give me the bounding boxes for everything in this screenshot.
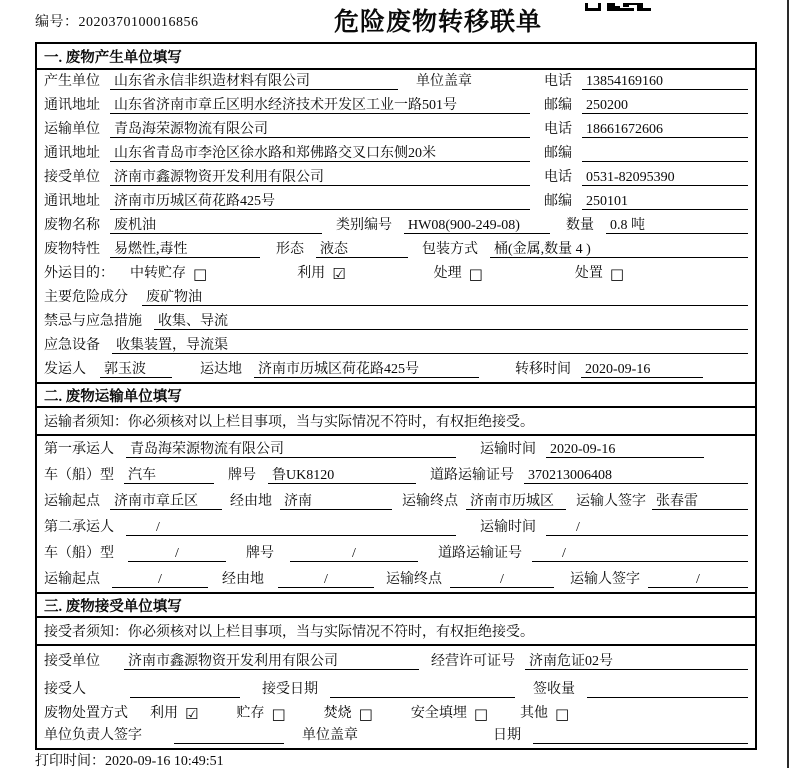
disposal-method-label: 废物处置方式 [44, 706, 128, 721]
producer-label: 产生单位 [44, 74, 100, 89]
transporter-address-row [37, 142, 755, 166]
producer-address-row [37, 94, 755, 118]
emergency-equipment-value: 收集装置，导流渠 [112, 337, 748, 354]
receiver-row [37, 166, 755, 190]
license-value: 济南危证02号 [525, 653, 748, 670]
receiver-phone-value: 0531-82095390 [582, 169, 748, 186]
waste-code-value: HW08(900-249-08) [404, 217, 550, 234]
vehicle2-type-value: / [128, 545, 226, 562]
checkbox-dispose-icon: □ [609, 265, 625, 283]
route1-start-label: 运输起点 [44, 494, 100, 509]
receiver-zip-value: 250101 [582, 193, 748, 210]
manifest-form [35, 42, 757, 750]
option-utilize: 利用 ☑ [297, 265, 346, 283]
seal-date-value [533, 727, 748, 744]
first-carrier-value: 青岛海荣源物流有限公司 [126, 441, 456, 458]
packaging-value: 桶(金属,数量 4 ) [490, 241, 748, 258]
route2-via-value: / [278, 571, 374, 588]
option-storage: 贮存 □ [236, 705, 286, 723]
first-carrier-row [37, 436, 755, 462]
responsible-signature-label: 单位负责人签字 [44, 728, 142, 743]
waste-name-label: 废物名称 [44, 218, 100, 233]
section1-heading: 一. 废物产生单位填写 [37, 44, 755, 70]
transporter-notice: 运输者须知：你必须核对以上栏目事项，当与实际情况不符时，有权拒绝接受。 [37, 408, 755, 436]
transfer-time-value: 2020-09-16 [581, 361, 703, 378]
qr-code-fragment [585, 0, 651, 16]
road-permit2-label: 道路运输证号 [438, 546, 522, 561]
responsible-signature-value [174, 727, 284, 744]
receiver-address-label: 通讯地址 [44, 194, 100, 209]
checkbox-incineration-icon: □ [358, 705, 373, 723]
vehicle2-row [37, 540, 755, 566]
acceptor-row [37, 674, 755, 702]
unit-seal-label: 单位盖章 [416, 74, 472, 89]
destination-label: 运达地 [200, 362, 242, 377]
waste-name-row [37, 214, 755, 238]
checkbox-storage-icon: □ [271, 705, 286, 723]
second-carrier-value: / [126, 519, 456, 536]
hazard-components-row [37, 286, 755, 310]
transport-time2-value: / [546, 519, 748, 536]
receiver-notice: 接受者须知：你必须核对以上栏目事项，当与实际情况不符时，有权拒绝接受。 [37, 618, 755, 646]
plate1-value: 鲁UK8120 [268, 467, 416, 484]
vehicle1-type-label: 车（船）型 [44, 468, 114, 483]
accepting-unit-row [37, 646, 755, 674]
option-incineration: 焚烧 □ [323, 705, 373, 723]
road-permit1-label: 道路运输证号 [430, 468, 514, 483]
producer-address-label: 通讯地址 [44, 98, 100, 113]
emergency-measures-label: 禁忌与应急措施 [44, 314, 142, 329]
route1-start-value: 济南市章丘区 [110, 493, 222, 510]
route2-start-value: / [112, 571, 208, 588]
form-title: 危险废物转移联单 [333, 9, 542, 36]
route2-row [37, 566, 755, 592]
destination-value: 济南市历城区荷花路425号 [254, 361, 479, 378]
option-dispose: 处置 □ [574, 265, 625, 283]
packaging-label: 包装方式 [422, 242, 478, 257]
print-time-value: 2020-09-16 10:49:51 [105, 754, 224, 768]
transport-time1-value: 2020-09-16 [546, 441, 704, 458]
waste-qty-value: 0.8 吨 [606, 217, 748, 234]
transporter-label: 运输单位 [44, 122, 100, 137]
shipper-value: 郭玉波 [100, 361, 172, 378]
transfer-purpose-row [37, 262, 755, 286]
section3-heading: 三. 废物接受单位填写 [37, 592, 755, 618]
disposal-method-row [37, 702, 755, 726]
transporter-zip-label: 邮编 [544, 146, 572, 161]
vehicle1-type-value: 汽车 [124, 467, 214, 484]
accept-date-value [330, 681, 515, 698]
route1-end-value: 济南市历城区 [466, 493, 566, 510]
second-carrier-row [37, 514, 755, 540]
receiver-phone-label: 电话 [544, 170, 572, 185]
producer-address-value: 山东省济南市章丘区明水经济技术开发区工业一路501号 [110, 97, 530, 114]
acceptor-label: 接受人 [44, 682, 86, 697]
accepting-unit-label: 接受单位 [44, 654, 100, 669]
transporter-phone-label: 电话 [544, 122, 572, 137]
emergency-measures-value: 收集、导流 [154, 313, 748, 330]
receiver-address-value: 济南市历城区荷花路425号 [110, 193, 530, 210]
first-carrier-label: 第一承运人 [44, 442, 114, 457]
transporter-address-label: 通讯地址 [44, 146, 100, 161]
second-carrier-label: 第二承运人 [44, 520, 114, 535]
transporter-row [37, 118, 755, 142]
route1-via-label: 经由地 [230, 494, 272, 509]
transport-time2-label: 运输时间 [480, 520, 536, 535]
emergency-measures-row [37, 310, 755, 334]
vehicle2-type-label: 车（船）型 [44, 546, 114, 561]
route2-end-label: 运输终点 [386, 572, 442, 587]
route2-end-value: / [450, 571, 554, 588]
route1-end-label: 运输终点 [402, 494, 458, 509]
waste-qty-label: 数量 [566, 218, 594, 233]
emergency-equipment-row [37, 334, 755, 358]
route1-row [37, 488, 755, 514]
route1-via-value: 济南 [280, 493, 392, 510]
section2-heading: 二. 废物运输单位填写 [37, 382, 755, 408]
checkbox-other-icon: □ [555, 705, 570, 723]
signed-qty-value [587, 681, 748, 698]
option-landfill: 安全填埋 □ [410, 705, 489, 723]
vehicle1-row [37, 462, 755, 488]
checkbox-treat-icon: □ [468, 265, 483, 283]
emergency-equipment-label: 应急设备 [44, 338, 100, 353]
transporter-value: 青岛海荣源物流有限公司 [110, 121, 530, 138]
producer-row [37, 70, 755, 94]
transporter-phone-value: 18661672606 [582, 121, 748, 138]
seal-date-label: 日期 [493, 728, 521, 743]
transporter-address-value: 山东省青岛市李沧区徐水路和郑佛路交叉口东侧20米 [110, 145, 530, 162]
option-transit-storage: 中转贮存 □ [130, 265, 208, 283]
hazard-components-value: 废矿物油 [142, 289, 748, 306]
serial-value: 2020370100016856 [78, 15, 199, 30]
scan-page-edge-line [787, 0, 789, 768]
checkbox-transit-storage-icon: □ [193, 265, 208, 283]
producer-phone-label: 电话 [544, 74, 572, 89]
print-time-label: 打印时间： [35, 754, 105, 768]
producer-zip-value: 250200 [582, 97, 748, 114]
option-other: 其他 □ [520, 705, 570, 723]
shipper-row [37, 358, 755, 382]
acceptor-value [130, 681, 240, 698]
transfer-purpose-label: 外运目的： [44, 266, 114, 281]
checkbox-utilize-icon: ☑ [332, 265, 346, 283]
signed-qty-label: 签收量 [533, 682, 575, 697]
checkbox-reuse-icon: ☑ [185, 705, 199, 723]
waste-form-label: 形态 [276, 242, 304, 257]
option-treat: 处理 □ [433, 265, 483, 283]
license-label: 经营许可证号 [431, 654, 515, 669]
route1-sign-label: 运输人签字 [576, 494, 646, 509]
checkbox-landfill-icon: □ [473, 705, 489, 723]
option-reuse: 利用 ☑ [150, 705, 199, 723]
plate2-label: 牌号 [246, 546, 274, 561]
serial-label: 编号： [35, 15, 79, 30]
route2-sign-label: 运输人签字 [570, 572, 640, 587]
road-permit2-value: / [532, 545, 748, 562]
route2-via-label: 经由地 [222, 572, 264, 587]
accept-date-label: 接受日期 [262, 682, 318, 697]
route2-start-label: 运输起点 [44, 572, 100, 587]
receiver-address-row [37, 190, 755, 214]
producer-value: 山东省永信非织造材料有限公司 [110, 73, 398, 90]
transport-time1-label: 运输时间 [480, 442, 536, 457]
waste-traits-label: 废物特性 [44, 242, 100, 257]
transfer-time-label: 转移时间 [515, 362, 571, 377]
receiver-zip-label: 邮编 [544, 194, 572, 209]
accepting-unit-value: 济南市鑫源物资开发利用有限公司 [124, 653, 419, 670]
print-time [35, 750, 224, 768]
receiver-value: 济南市鑫源物资开发利用有限公司 [110, 169, 530, 186]
shipper-label: 发运人 [44, 362, 86, 377]
receiver-label: 接受单位 [44, 170, 100, 185]
road-permit1-value: 370213006408 [524, 467, 748, 484]
transporter-zip-value [582, 145, 748, 162]
producer-zip-label: 邮编 [544, 98, 572, 113]
unit-seal2-label: 单位盖章 [302, 728, 358, 743]
waste-form-value: 液态 [316, 241, 408, 258]
waste-traits-value: 易燃性,毒性 [110, 241, 260, 258]
hazard-components-label: 主要危险成分 [44, 290, 128, 305]
route1-sign-value: 张春雷 [652, 493, 748, 510]
waste-traits-row [37, 238, 755, 262]
producer-phone-value: 13854169160 [582, 73, 748, 90]
route2-sign-value: / [648, 571, 748, 588]
plate1-label: 牌号 [228, 468, 256, 483]
waste-code-label: 类别编号 [336, 218, 392, 233]
responsible-signature-row [37, 726, 755, 748]
waste-name-value: 废机油 [110, 217, 322, 234]
plate2-value: / [290, 545, 418, 562]
